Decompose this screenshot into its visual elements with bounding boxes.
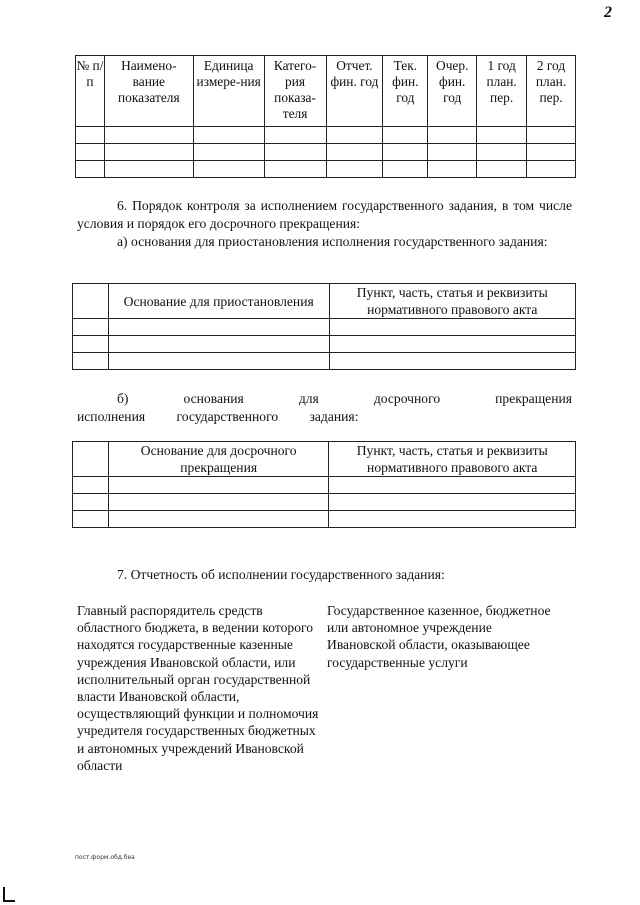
table-row bbox=[73, 494, 576, 511]
termination-grounds-table bbox=[72, 441, 576, 528]
col-blank bbox=[73, 284, 109, 319]
table-row bbox=[73, 477, 576, 494]
section-6a-text: а) основания для приостановления исполнения государственного задания: bbox=[117, 234, 548, 249]
table-row bbox=[76, 127, 576, 144]
table-row bbox=[76, 144, 576, 161]
col-termination-basis: Основание для досрочного прекращения bbox=[108, 442, 329, 477]
col-unit: Единица измере-ния bbox=[193, 56, 264, 127]
col-suspension-basis: Основание для приостановления bbox=[108, 284, 329, 319]
indicators-table bbox=[75, 55, 576, 178]
table-row bbox=[73, 353, 576, 370]
reporting-left-column: Главный распорядитель средств областного бюджета, в ведении которого находятся государственные казенные учреждения Ивановской области, или исполнительный орган государственной власти Ивановской области, осуществляющий функции и полномочия учредителя государственных бюджетных и автономных учреждений Ивановской области bbox=[77, 603, 319, 773]
page-number-mark: 2 bbox=[604, 4, 612, 21]
col-plan-year-1: 1 год план. пер. bbox=[477, 56, 527, 127]
suspension-grounds-table bbox=[72, 283, 576, 370]
suspension-header-row bbox=[73, 284, 576, 319]
col-indicator-name: Наимено-вание показателя bbox=[104, 56, 193, 127]
section-6b-text: б) основания для досрочного прекращения исполнения государственного задания: bbox=[77, 391, 572, 424]
col-blank bbox=[73, 442, 109, 477]
section-6-heading: 6. Порядок контроля за исполнением государственного задания, в том числе условия и порядок его досрочного прекращения: bbox=[77, 198, 572, 231]
col-current-year: Тек. фин. год bbox=[383, 56, 428, 127]
scan-corner-mark bbox=[3, 887, 15, 902]
col-next-year: Очер. фин. год bbox=[428, 56, 477, 127]
footer-tag: пост.форм.обд.беа bbox=[75, 854, 135, 861]
reporting-right-column: Государственное казенное, бюджетное или автономное учреждение Ивановской области, оказывающее государственные услуги bbox=[327, 603, 551, 670]
table-row bbox=[73, 511, 576, 528]
table-row bbox=[73, 336, 576, 353]
table-row bbox=[73, 319, 576, 336]
indicators-header-row bbox=[76, 56, 576, 127]
col-number: № п/п bbox=[76, 56, 105, 127]
col-legal-act: Пункт, часть, статья и реквизиты нормативного правового акта bbox=[329, 284, 576, 319]
termination-header-row bbox=[73, 442, 576, 477]
table-row bbox=[76, 161, 576, 178]
col-legal-act: Пункт, часть, статья и реквизиты нормативного правового акта bbox=[329, 442, 576, 477]
section-7-heading: 7. Отчетность об исполнении государственного задания: bbox=[117, 567, 445, 582]
col-plan-year-2: 2 год план. пер. bbox=[527, 56, 576, 127]
col-report-year: Отчет. фин. год bbox=[326, 56, 383, 127]
col-category: Катего-рия показа-теля bbox=[264, 56, 326, 127]
